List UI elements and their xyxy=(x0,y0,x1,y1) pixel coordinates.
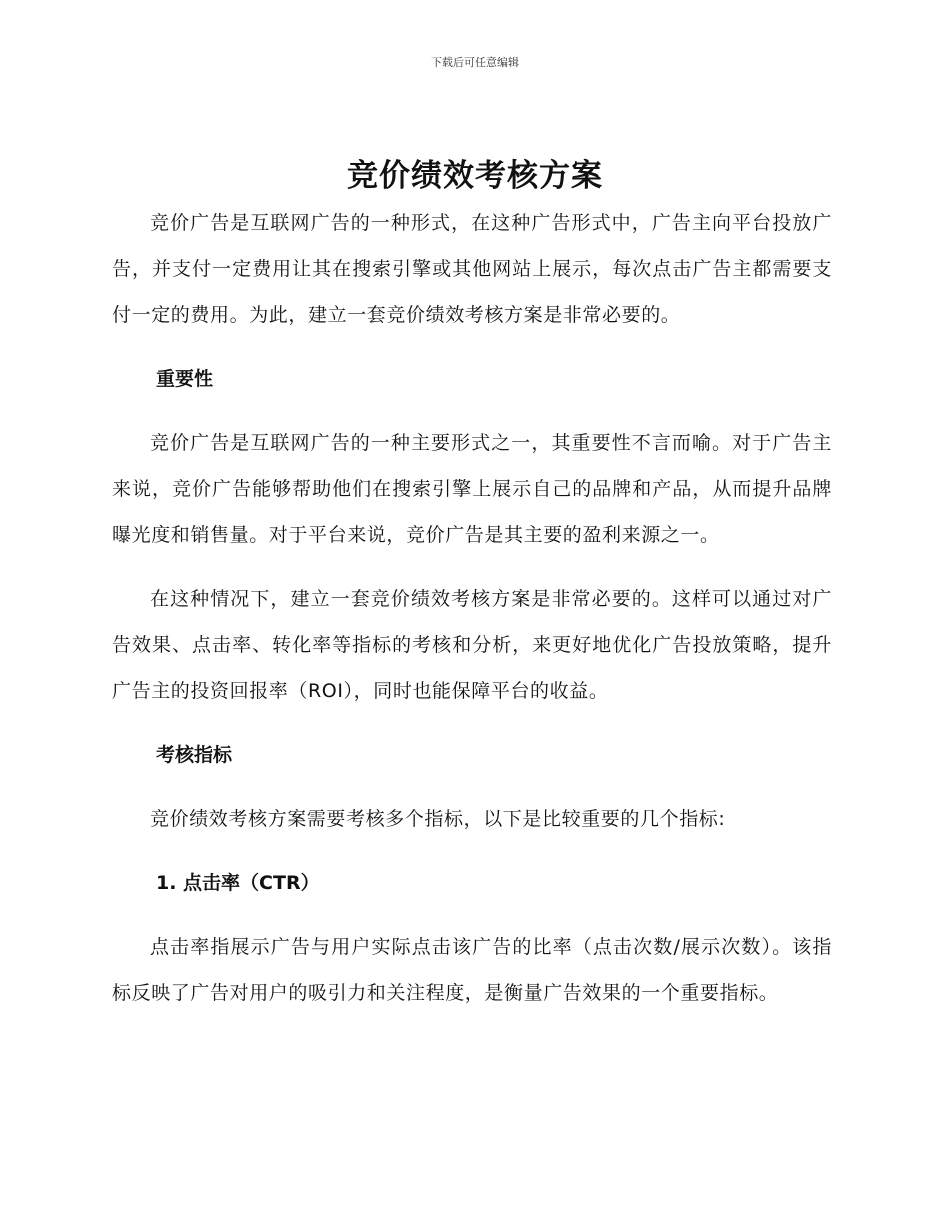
header-note: 下载后可任意编辑 xyxy=(431,56,519,69)
importance-paragraph-2: 在这种情况下，建立一套竞价绩效考核方案是非常必要的。这样可以通过对广告效果、点击率、转化率等指标的考核和分析，来更好地优化广告投放策略，提升广告主的投资回报率（ROI），同时也能保障平台的收益。 xyxy=(112,588,832,702)
importance-paragraph-1: 竞价广告是互联网广告的一种主要形式之一，其重要性不言而喻。对于广告主来说，竞价广告能够帮助他们在搜索引擎上展示自己的品牌和产品，从而提升品牌曝光度和销售量。对于平台来说，竞价广告是其主要的盈利来源之一。 xyxy=(112,432,832,546)
subsection-heading-ctr: 1. 点击率（CTR） xyxy=(156,872,320,894)
section-heading-metrics: 考核指标 xyxy=(156,744,233,766)
ctr-paragraph: 点击率指展示广告与用户实际点击该广告的比率（点击次数/展示次数）。该指标反映了广告对用户的吸引力和关注程度，是衡量广告效果的一个重要指标。 xyxy=(112,936,832,1004)
section-heading-importance: 重要性 xyxy=(156,368,214,390)
intro-paragraph: 竞价广告是互联网广告的一种形式，在这种广告形式中，广告主向平台投放广告，并支付一定费用让其在搜索引擎或其他网站上展示，每次点击广告主都需要支付一定的费用。为此，建立一套竞价绩效考核方案是非常必要的。 xyxy=(112,212,832,326)
document-body xyxy=(112,200,832,1034)
metrics-intro-paragraph: 竞价绩效考核方案需要考核多个指标，以下是比较重要的几个指标: xyxy=(150,808,726,830)
document-title: 竞价绩效考核方案 xyxy=(347,158,603,194)
